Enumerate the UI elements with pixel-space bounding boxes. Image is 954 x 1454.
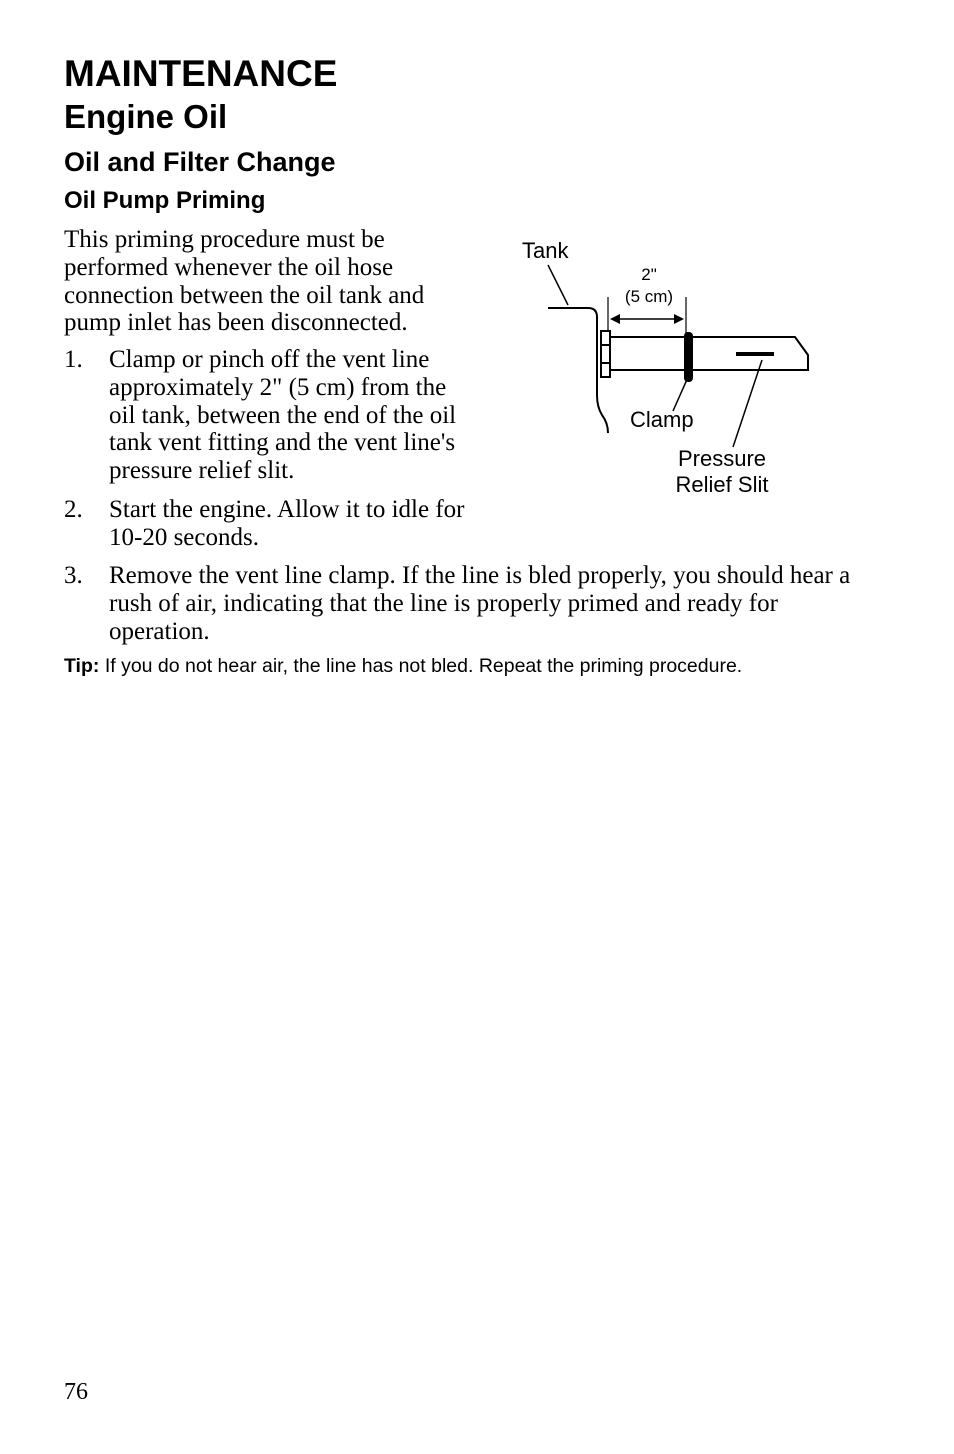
tip-label: Tip:	[64, 655, 100, 677]
tank-label: Tank	[522, 238, 569, 263]
step-number: 1.	[64, 346, 83, 373]
relief-slit	[736, 352, 774, 356]
tank-wall	[548, 308, 608, 433]
tip-note	[64, 654, 742, 678]
arrowhead-right	[674, 314, 684, 324]
vent-line-diagram	[500, 225, 830, 515]
distance-cm-label: (5 cm)	[624, 287, 674, 306]
vent-fitting	[601, 331, 610, 377]
relief-label-line1: Pressure	[677, 446, 767, 471]
relief-leader	[733, 360, 762, 447]
procedure-title: Oil Pump Priming	[64, 187, 266, 214]
vent-hose	[610, 337, 808, 370]
distance-inches-label: 2"	[641, 265, 657, 284]
clamp-label: Clamp	[630, 407, 694, 432]
tank-leader	[548, 265, 568, 305]
relief-label-line2: Relief Slit	[675, 472, 769, 497]
tip-text: If you do not hear air, the line has not bled. Repeat the priming procedure.	[104, 655, 743, 677]
subtopic-title: Oil and Filter Change	[64, 147, 336, 177]
step-number: 3.	[64, 562, 83, 589]
topic-title: Engine Oil	[64, 98, 228, 135]
step-text: Remove the vent line clamp. If the line is bled properly, you should hear a rush of air, indicating that the line is properly primed and ready for operation.	[109, 562, 851, 645]
step-text: Clamp or pinch off the vent line approximately 2" (5 cm) from the oil tank, between the end of the oil tank vent fitting and the vent line's pressure relief slit.	[109, 346, 457, 485]
section-title: MAINTENANCE	[64, 53, 338, 94]
step-number: 2.	[64, 496, 83, 523]
step-text: Start the engine. Allow it to idle for 10-20 seconds.	[109, 496, 465, 551]
arrowhead-left	[610, 314, 620, 324]
page-number: 76	[64, 1379, 88, 1405]
clamp-band	[684, 332, 693, 382]
intro-paragraph: This priming procedure must be performed whenever the oil hose connection between the oil tank and pump inlet has been disconnected.	[64, 226, 425, 337]
